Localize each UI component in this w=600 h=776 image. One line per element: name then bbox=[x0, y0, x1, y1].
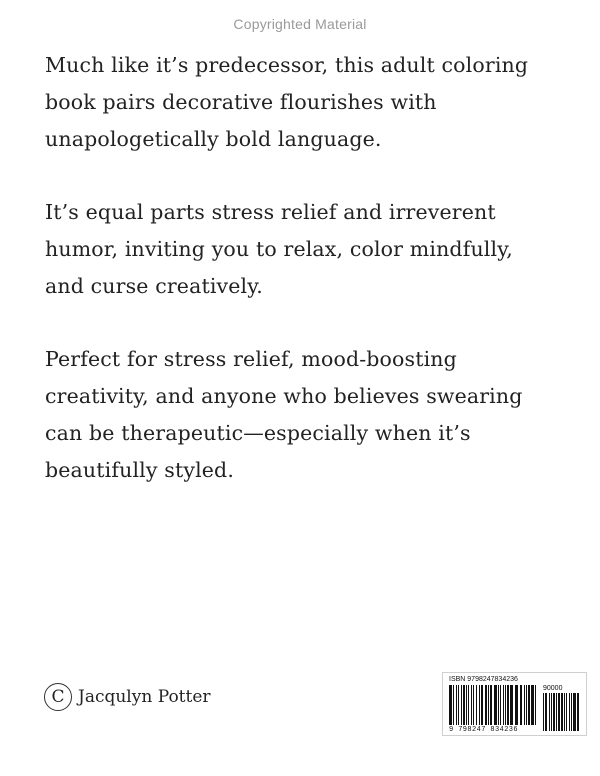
barcode-bars-icon bbox=[449, 685, 537, 725]
watermark-top: Copyrighted Material bbox=[233, 16, 367, 32]
paragraph-2 bbox=[45, 194, 585, 305]
author-name: Jacqulyn Potter bbox=[78, 687, 211, 707]
isbn-barcode bbox=[442, 672, 587, 736]
paragraph-line: Much like it’s predecessor, this adult coloring bbox=[45, 53, 529, 77]
copyright-notice bbox=[44, 680, 211, 714]
copyright-icon: C bbox=[44, 683, 72, 711]
paragraph-line: unapologetically bold language. bbox=[45, 127, 382, 151]
price-code: 90000 bbox=[543, 685, 563, 692]
paragraph-line: It’s equal parts stress relief and irreverent bbox=[45, 200, 496, 224]
paragraph-line: Perfect for stress relief, mood-boosting bbox=[45, 347, 457, 371]
barcode-addon-bars-icon bbox=[543, 693, 581, 731]
paragraph-line: book pairs decorative flourishes with bbox=[45, 90, 437, 114]
paragraph-3 bbox=[45, 341, 585, 489]
isbn-digits: 9 798247 834236 bbox=[449, 726, 519, 734]
paragraph-line: can be therapeutic—especially when it’s bbox=[45, 421, 471, 445]
paragraph-line: and curse creatively. bbox=[45, 274, 263, 298]
isbn-label: ISBN 9798247834236 bbox=[449, 676, 518, 683]
paragraph-1 bbox=[45, 47, 585, 158]
paragraph-line: humor, inviting you to relax, color mindfully, bbox=[45, 237, 513, 261]
paragraph-line: beautifully styled. bbox=[45, 458, 234, 482]
paragraph-line: creativity, and anyone who believes swearing bbox=[45, 384, 523, 408]
